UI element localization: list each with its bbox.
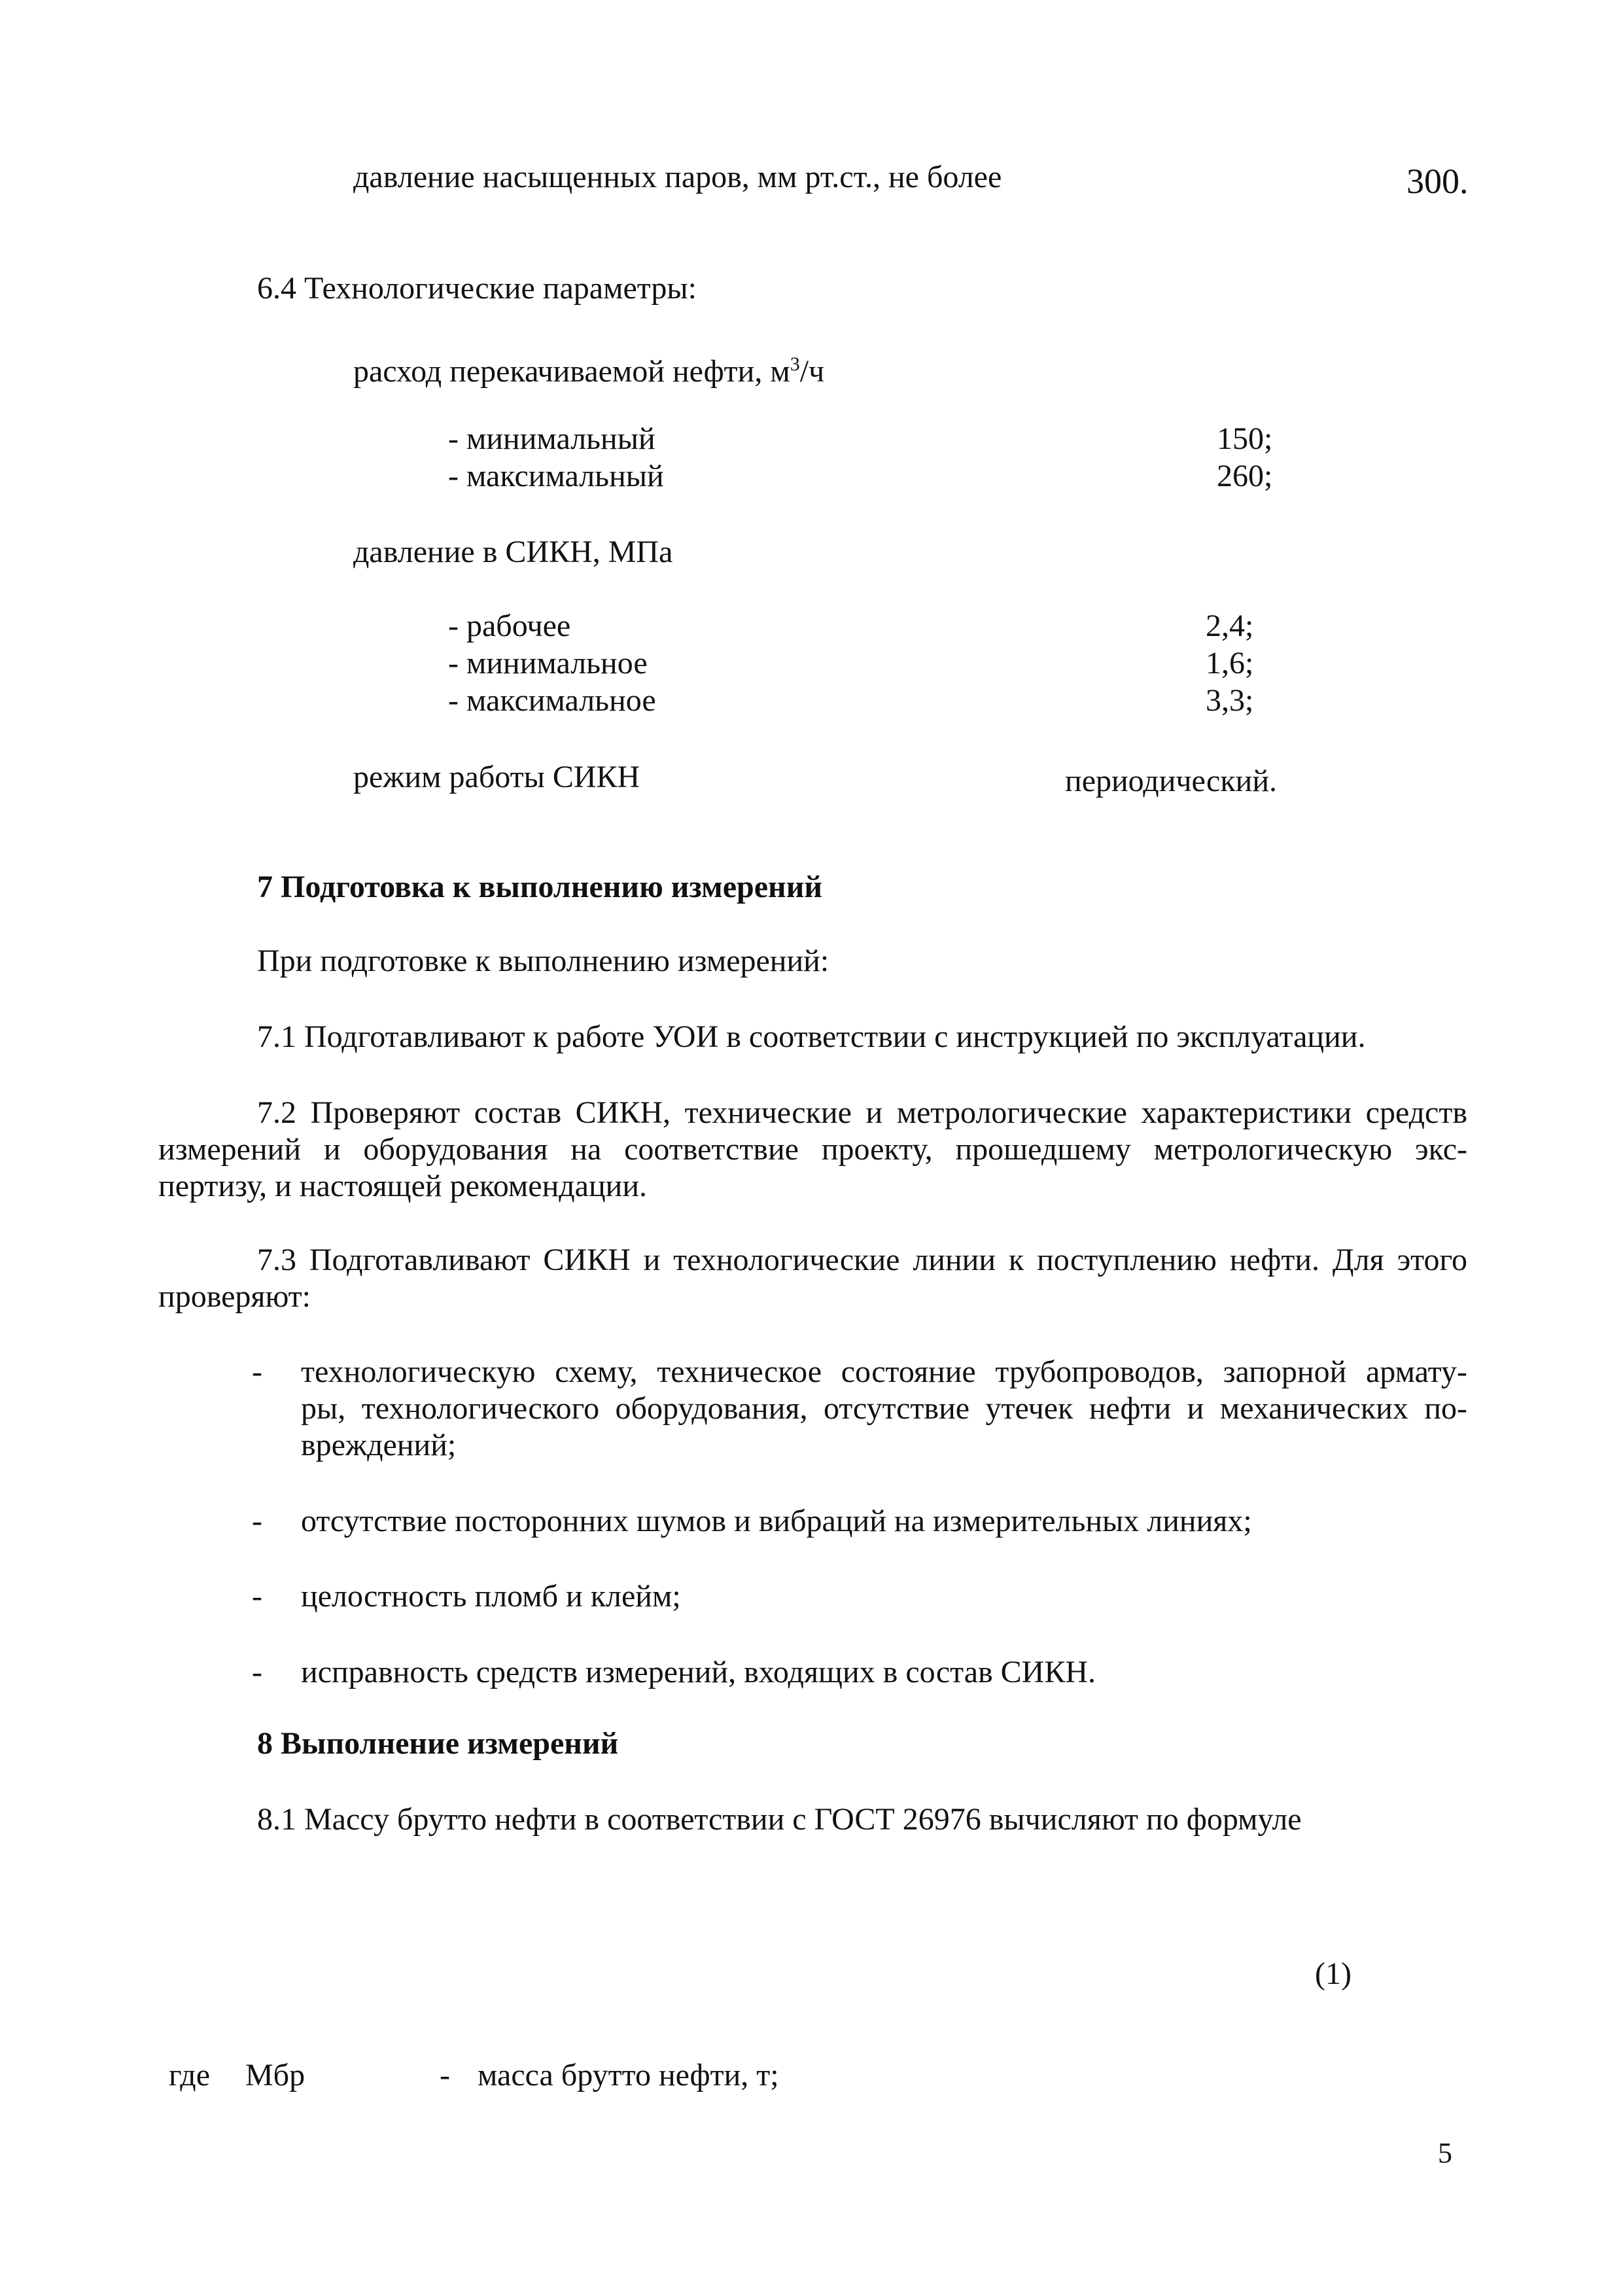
paragraph-8-1: 8.1 Массу брутто нефти в соответствии с ГОСТ 26976 вычисляют по формуле	[257, 1802, 1302, 1837]
paragraph-7-3-line-2: проверяют:	[158, 1279, 311, 1314]
paragraph-7-1: 7.1 Подготавливают к работе УОИ в соответствии с инструкцией по эксплуатации.	[257, 1019, 1366, 1054]
bullet-2-marker: -	[252, 1504, 262, 1538]
flow-min-value: 150;	[1217, 421, 1273, 456]
bullet-3-marker: -	[252, 1579, 262, 1614]
flow-label: расход перекачиваемой нефти, $м^3/ч$	[353, 353, 825, 389]
bullet-2-text: отсутствие посторонних шумов и вибраций на измерительных линиях;	[301, 1504, 1252, 1538]
mode-label: режим работы СИКН	[353, 760, 640, 794]
section-8-heading: 8 Выполнение измерений	[257, 1726, 619, 1761]
bullet-4-marker: -	[252, 1655, 262, 1689]
pressure-work-value: 2,4;	[1206, 609, 1254, 643]
section-7-intro: При подготовке к выполнению измерений:	[257, 944, 829, 978]
flow-max-label: - максимальный	[448, 459, 664, 493]
pressure-max-value: 3,3;	[1206, 683, 1254, 718]
pressure-label: давление в СИКН, МПа	[353, 535, 673, 569]
flow-min-label: - минимальный	[448, 421, 655, 456]
formula-1-number: (1)	[1315, 1956, 1352, 1991]
bullet-1-line-1: технологическую схему, техническое состояние трубопроводов, запорной армату-	[301, 1354, 1467, 1389]
where-word: где	[169, 2058, 211, 2093]
vapor-pressure-value: 300.	[1406, 162, 1469, 201]
vapor-pressure-label: давление насыщенных паров, мм рт.ст., не более	[353, 160, 1002, 194]
paragraph-7-2-line-1: 7.2 Проверяют состав СИКН, технические и метрологические характеристики средств	[257, 1095, 1467, 1130]
pressure-max-label: - максимальное	[448, 683, 656, 718]
section-6-4-heading: 6.4 Технологические параметры:	[257, 271, 697, 306]
section-7-heading: 7 Подготовка к выполнению измерений	[257, 870, 822, 904]
paragraph-7-3-line-1: 7.3 Подготавливают СИКН и технологические линии к поступлению нефти. Для этого	[257, 1243, 1467, 1277]
paragraph-7-2-line-3: пертизу, и настоящей рекомендации.	[158, 1169, 648, 1203]
pressure-min-label: - минимальное	[448, 646, 648, 680]
page-number: 5	[1438, 2137, 1452, 2169]
where-symbol: Мбр	[245, 2058, 305, 2093]
bullet-4-text: исправность средств измерений, входящих в состав СИКН.	[301, 1655, 1096, 1689]
pressure-min-value: 1,6;	[1206, 646, 1254, 680]
paragraph-7-2-line-2: измерений и оборудования на соответствие проекту, прошедшему метрологическую экс-	[158, 1132, 1467, 1167]
bullet-1-marker: -	[252, 1354, 262, 1389]
bullet-3-text: целостность пломб и клейм;	[301, 1579, 681, 1614]
flow-max-value: 260;	[1217, 459, 1273, 493]
bullet-1-line-3: вреждений;	[301, 1428, 457, 1462]
where-dash: -	[440, 2058, 450, 2093]
where-description: масса брутто нефти, т;	[478, 2058, 779, 2093]
pressure-work-label: - рабочее	[448, 609, 571, 643]
mode-value: периодический.	[1065, 764, 1278, 798]
bullet-1-line-2: ры, технологического оборудования, отсутствие утечек нефти и механических по-	[301, 1391, 1467, 1426]
